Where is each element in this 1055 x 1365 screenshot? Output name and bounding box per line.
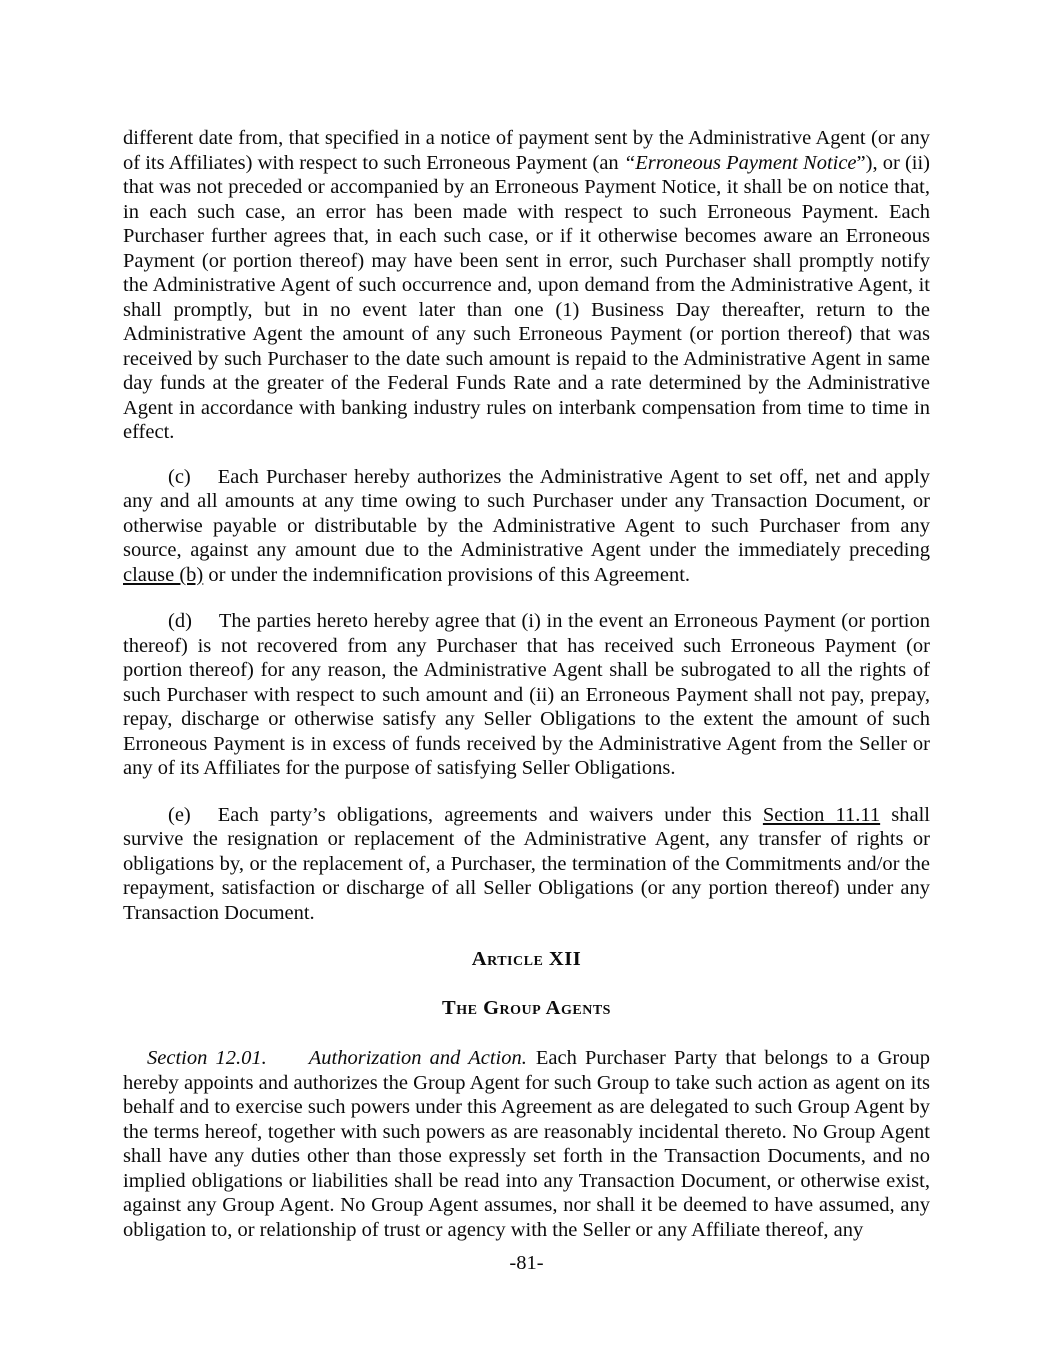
section-number: Section 12.01. — [147, 1047, 267, 1069]
paragraph-section-12-01 — [123, 1046, 930, 1242]
page-number: -81- — [509, 1252, 544, 1274]
text-run: Each Purchaser Party that belongs to a Group hereby appoints and authorizes the Group Agent for such Group to take such action as agent on its behalf and to exercise such powers under this Agreement as are delegated to such Group Agent by the terms hereof, together with such powers as are reasonably incidental thereto. No Group Agent shall have any duties other than those expressly set forth in the Transaction Documents, and no implied obligations or liabilities shall be read into any Transaction Document, or otherwise exist, against any Group Agent. No Group Agent assumes, nor shall it be deemed to have assumed, any obligation to, or relationship of trust or agency with the Seller or any Affiliate thereof, any — [123, 1047, 930, 1241]
text-run: Each party’s obligations, agreements and waivers under this — [217, 803, 763, 826]
text-run: different date from, that specified in a notice of payment sent by the Administrative Agent (or any of its Affiliates) with respect to such Erroneous Payment (an — [123, 127, 930, 174]
text-run: Each Purchaser hereby authorizes the Administrative Agent to set off, net and apply any and all amounts at any time owing to such Purchaser under any Transaction Document, or otherwise payable or distributable by the Administrative Agent to such Purchaser from any source, against any amount due to the Administrative Agent under the immediately preceding — [123, 465, 930, 561]
paragraph-e — [123, 803, 930, 926]
paragraph-label: (d) — [168, 610, 192, 632]
section-11-11-cross-reference: Section 11.11 — [762, 803, 881, 826]
paragraph-c — [123, 465, 930, 588]
article-subtitle: The Group Agents — [442, 996, 611, 1019]
text-run: or under the indemnification provisions of this Agreement. — [203, 563, 691, 586]
clause-b-cross-reference: clause (b) — [123, 563, 204, 586]
paragraph-continuation — [123, 126, 930, 445]
section-title: Authorization and Action. — [308, 1047, 527, 1069]
paragraph-d — [123, 609, 930, 781]
article-heading: Article XII — [471, 948, 582, 970]
paragraph-label: (e) — [168, 803, 191, 826]
text-run: ”), or (ii) that was not preceded or accompanied by an Erroneous Payment Notice, it shall be on notice that, in each such case, an error has been made with respect to such Erroneous Payment. Each Purchaser further agrees that, in each such case, or if it otherwise becomes aware an Erroneous Payment (or portion thereof) may have been sent in error, such Purchaser shall promptly notify the Administrative Agent of such occurrence and, upon demand from the Administrative Agent, it shall promptly, but in no event later than one (1) Business Day thereafter, return to the Administrative Agent the amount of any such Erroneous Payment (or portion thereof) that was received by such Purchaser to the date such amount is repaid to the Administrative Agent in same day funds at the greater of the Federal Funds Rate and a rate determined by the Administrative Agent in accordance with banking industry rules on interbank compensation from time to time in effect. — [123, 151, 930, 443]
paragraph-label: (c) — [168, 465, 191, 488]
text-run: shall survive the resignation or replacement of the Administrative Agent, any transfer of rights or obligations by, or the replacement of, a Purchaser, the termination of the Commitments and/or the repayment, satisfaction or discharge of all Seller Obligations (or any portion thereof) under any Transaction Document. — [123, 803, 931, 924]
text-run: The parties hereto hereby agree that (i) in the event an Erroneous Payment (or portion thereof) is not recovered from any Purchaser that has received such Erroneous Payment (or portion thereof) for any reason, the Administrative Agent shall be subrogated to all the rights of such Purchaser with respect to such amount and (ii) an Erroneous Payment shall not pay, prepay, repay, discharge or otherwise satisfy any Seller Obligations to the extent the amount of such Erroneous Payment is in excess of funds received by the Administrative Agent from the Seller or any of its Affiliates for the purpose of satisfying Seller Obligations. — [123, 610, 930, 779]
defined-term-erroneous-payment-notice: “Erroneous Payment Notice — [623, 151, 857, 174]
